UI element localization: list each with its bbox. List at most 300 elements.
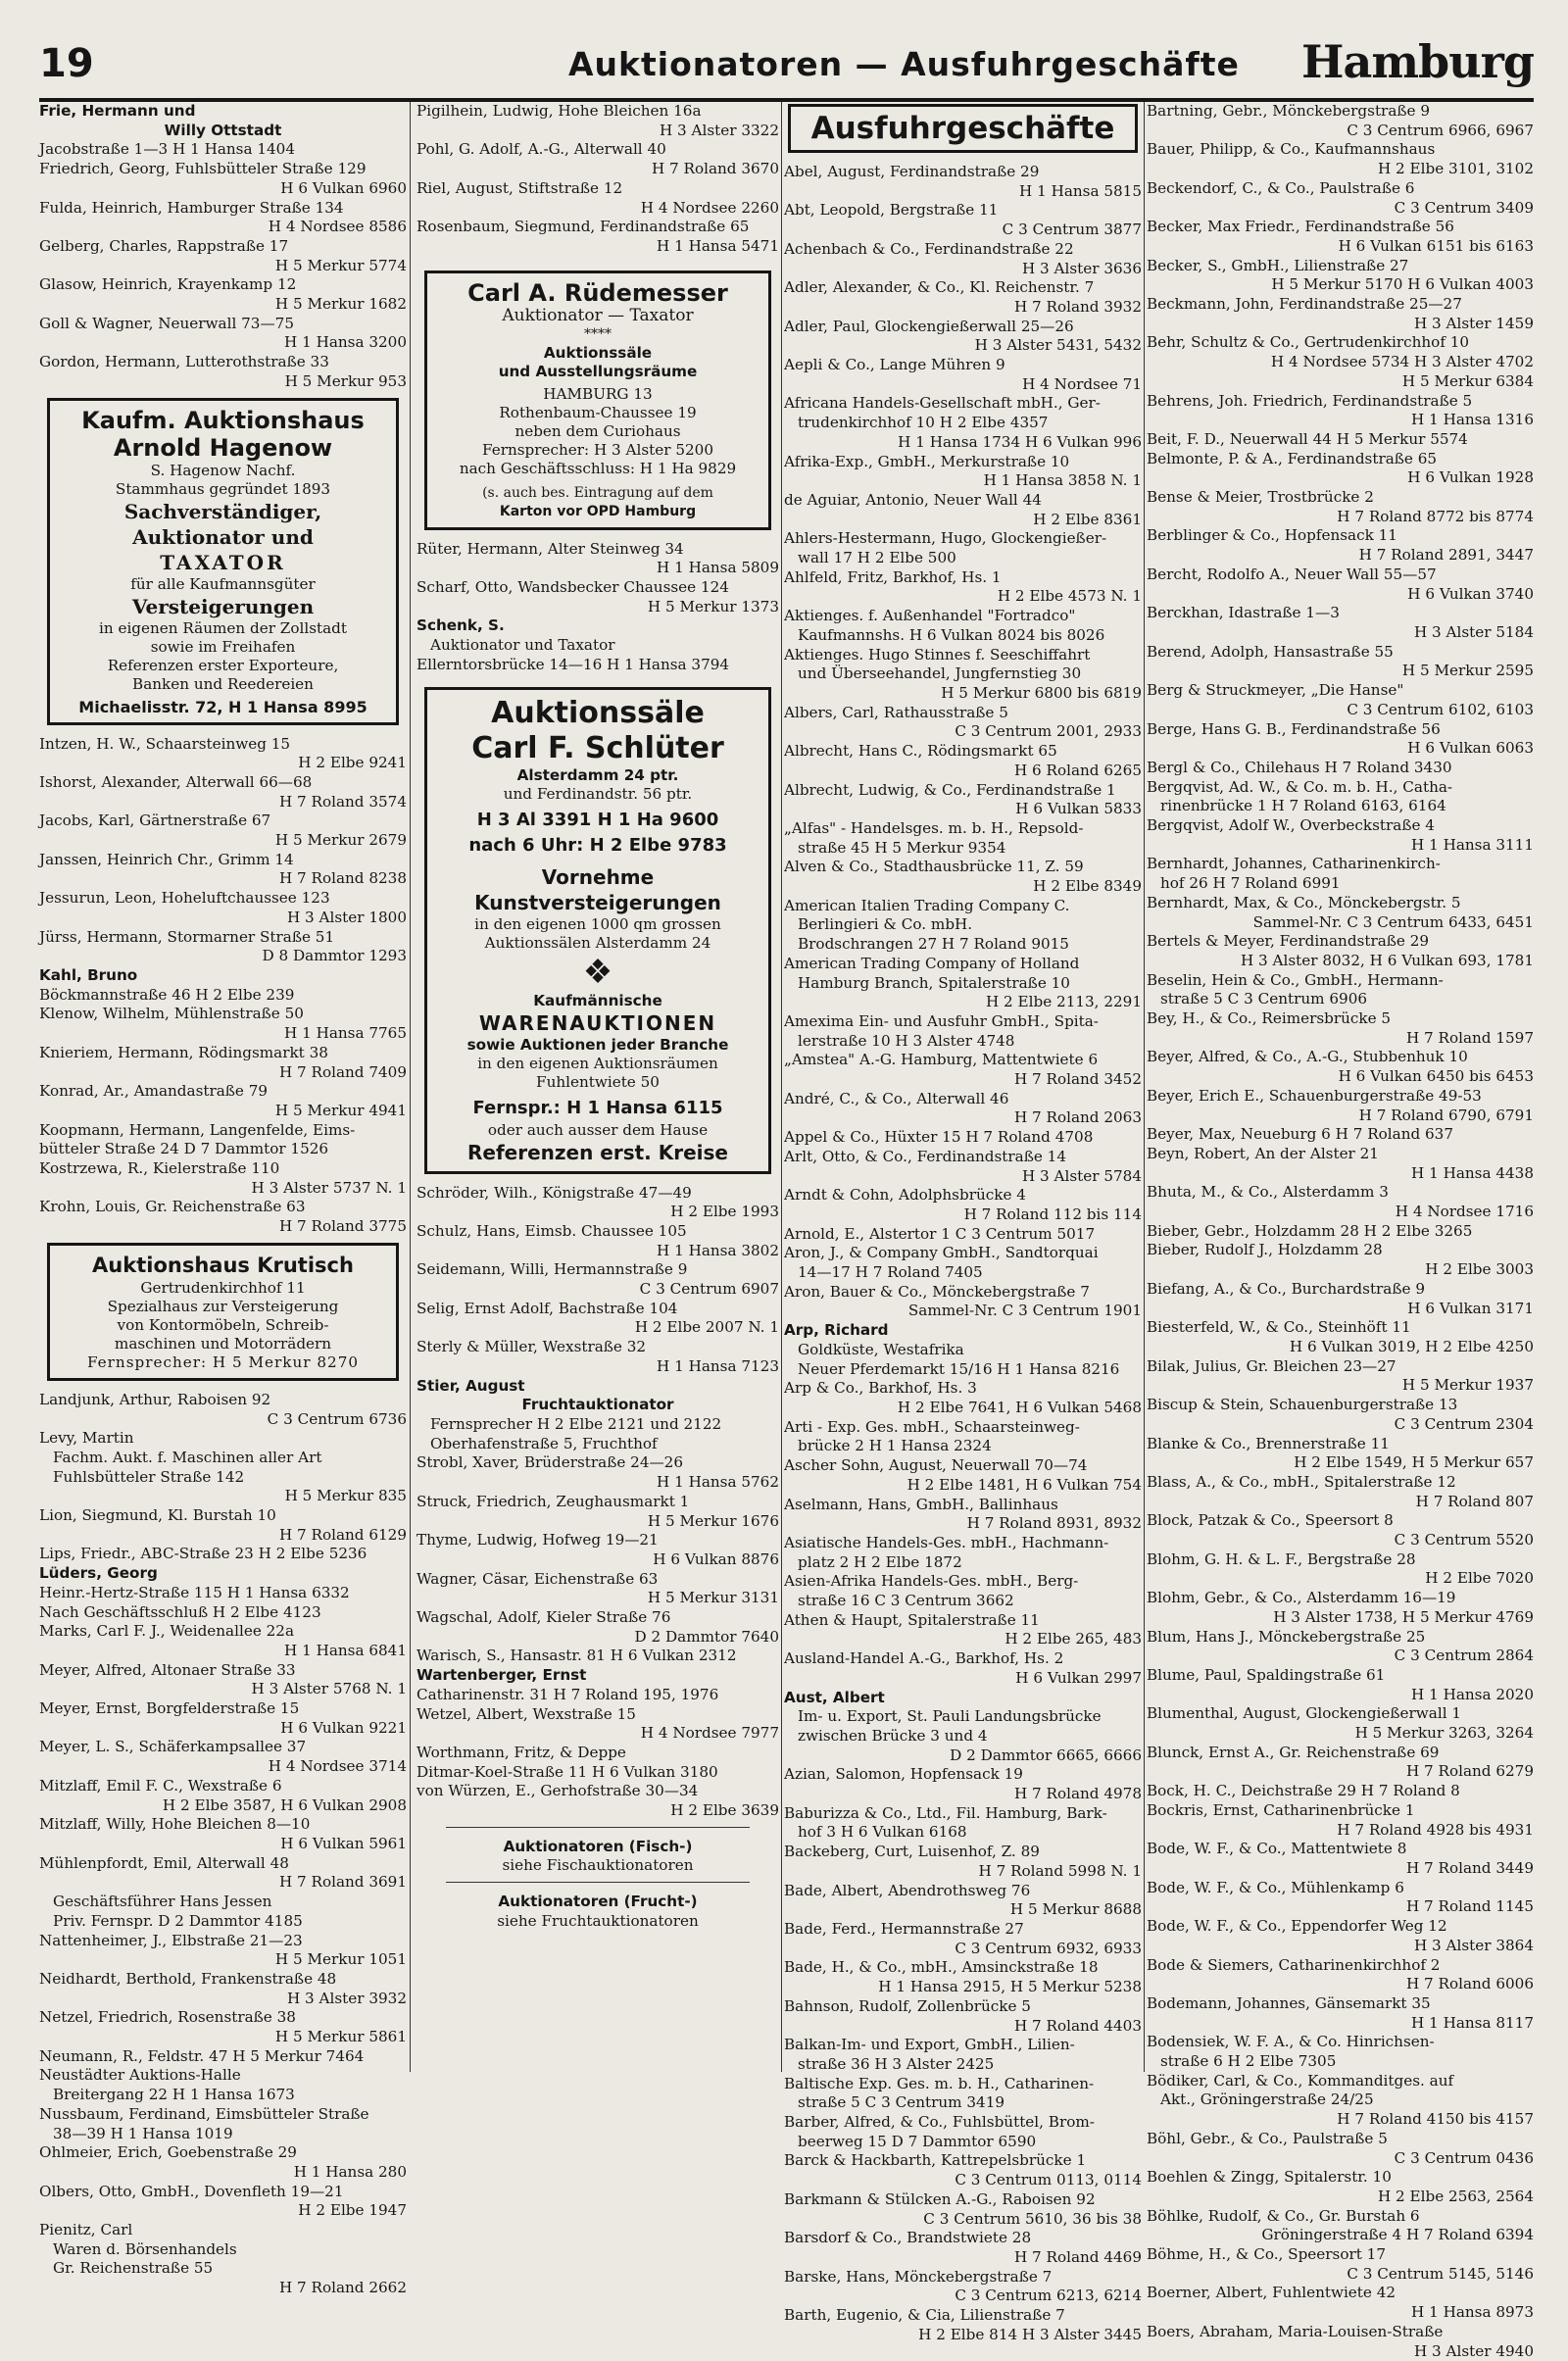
entry-line: Ahlers-Hestermann, Hugo, Glockengießer- bbox=[784, 529, 1107, 548]
entry-line: Intzen, H. W., Schaarsteinweg 15 bbox=[39, 734, 291, 753]
entry-line: Barck & Hackbarth, Kattrepelsbrücke 1 bbox=[784, 2151, 1087, 2170]
ad-text: Spezialhaus zur Versteigerung bbox=[107, 1297, 339, 1315]
entry-line: Kahl, Bruno bbox=[39, 965, 138, 984]
entry-line: H 2 Elbe 265, 483 bbox=[1004, 1630, 1142, 1648]
entry-line: straße 45 H 5 Merkur 9354 bbox=[798, 838, 1006, 857]
list-item bbox=[1147, 894, 1534, 932]
entry-line: H 1 Hansa 7765 bbox=[284, 1024, 407, 1043]
list-item bbox=[784, 2229, 1142, 2267]
entry-line: H 5 Merkur 6800 bis 6819 bbox=[941, 683, 1142, 702]
entry-line: Becker, Max Friedr., Ferdinandstraße 56 bbox=[1147, 218, 1454, 236]
entry-line: Meyer, L. S., Schäferkampsallee 37 bbox=[39, 1738, 307, 1756]
ad-text: Kaufmännische bbox=[533, 991, 662, 1009]
list-item bbox=[1147, 526, 1534, 565]
list-item bbox=[39, 102, 407, 199]
entry-line: Blohm, Gebr., & Co., Alsterdamm 16—19 bbox=[1147, 1589, 1456, 1607]
list-item bbox=[416, 140, 779, 178]
entry-line: H 3 Alster 4940 bbox=[1413, 2341, 1534, 2360]
list-item bbox=[416, 1570, 779, 1608]
ad-text: sowie im Freihafen bbox=[150, 637, 296, 656]
entry-line: Pienitz, Carl bbox=[39, 2221, 133, 2239]
list-item bbox=[39, 1545, 407, 1564]
entry-line: Bertels & Meyer, Ferdinandstraße 29 bbox=[1147, 932, 1430, 951]
entry-line: Blohm, G. H. & L. F., Bergstraße 28 bbox=[1147, 1549, 1416, 1568]
entry-line: Bhuta, M., & Co., Alsterdamm 3 bbox=[1147, 1183, 1389, 1202]
entry-line: H 3 Alster 3932 bbox=[286, 1989, 407, 2007]
ad-text: nach Geschäftsschluss: H 1 Ha 9829 bbox=[459, 459, 737, 477]
entry-line: H 2 Elbe 1993 bbox=[670, 1203, 779, 1221]
list-item bbox=[784, 201, 1142, 239]
entry-line: Ohlmeier, Erich, Goebenstraße 29 bbox=[39, 2143, 297, 2162]
list-item bbox=[1147, 2033, 1534, 2071]
entry-line: Frie, Hermann und bbox=[39, 102, 196, 120]
entry-line: H 7 Roland 8931, 8932 bbox=[966, 1514, 1142, 1533]
list-item bbox=[39, 1564, 407, 1622]
entry-line: Neuer Pferdemarkt 15/16 H 1 Hansa 8216 bbox=[798, 1359, 1120, 1378]
entry-line: Behr, Schultz & Co., Gertrudenkirchhof 10 bbox=[1147, 333, 1470, 352]
entry-line: H 6 Vulkan 6151 bis 6163 bbox=[1338, 236, 1534, 255]
list-item bbox=[1147, 1782, 1534, 1801]
list-item bbox=[39, 2008, 407, 2046]
entry-line: H 7 Roland 4403 bbox=[1013, 2016, 1142, 2035]
entry-line: straße 5 C 3 Centrum 6906 bbox=[1160, 990, 1368, 1008]
list-item bbox=[39, 966, 407, 1005]
list-item bbox=[784, 858, 1142, 896]
ref-title: Auktionatoren (Fisch-) bbox=[503, 1837, 693, 1855]
entry-line: Bercht, Rodolfo A., Neuer Wall 55—57 bbox=[1147, 565, 1437, 583]
entry-line: H 7 Roland 3775 bbox=[278, 1217, 407, 1236]
entry-line: H 7 Roland 3691 bbox=[278, 1873, 407, 1892]
entry-line: H 7 Roland 4928 bis 4931 bbox=[1337, 1820, 1534, 1839]
ad-text: Rothenbaum-Chaussee 19 bbox=[499, 403, 697, 421]
ref-text: siehe Fruchtauktionatoren bbox=[497, 1911, 699, 1930]
entry-line: H 6 Vulkan 6960 bbox=[280, 178, 407, 197]
list-item bbox=[39, 1622, 407, 1660]
list-item bbox=[784, 2268, 1142, 2306]
entry-line: Olbers, Otto, GmbH., Dovenfleth 19—21 bbox=[39, 2182, 344, 2200]
entry-line: beerweg 15 D 7 Dammtor 6590 bbox=[798, 2132, 1037, 2150]
list-item bbox=[784, 2190, 1142, 2229]
entry-line: H 5 Merkur 5774 bbox=[274, 256, 407, 274]
entry-line: H 6 Vulkan 8876 bbox=[653, 1549, 779, 1568]
list-item bbox=[1147, 1241, 1534, 1279]
entry-list bbox=[39, 735, 407, 1237]
entry-line: H 1 Hansa 4438 bbox=[1411, 1163, 1534, 1182]
list-item bbox=[784, 568, 1142, 607]
entry-line: H 1 Hansa 1734 H 6 Vulkan 996 bbox=[898, 432, 1142, 451]
entry-line: Arp, Richard bbox=[784, 1321, 889, 1340]
entry-list bbox=[39, 1391, 407, 2298]
entry-line: H 2 Elbe 2007 N. 1 bbox=[634, 1318, 779, 1337]
entry-line: straße 36 H 3 Alster 2425 bbox=[798, 2054, 995, 2073]
ad-emph: und Ausstellungsräume bbox=[498, 362, 698, 380]
ad-title: Carl A. Rüdemesser bbox=[467, 278, 728, 307]
entry-line: C 3 Centrum 2001, 2933 bbox=[955, 722, 1142, 741]
list-item bbox=[416, 1260, 779, 1299]
entry-line: Behrens, Joh. Friedrich, Ferdinandstraße 5 bbox=[1147, 391, 1473, 410]
entry-line: Berge, Hans G. B., Ferdinandstraße 56 bbox=[1147, 719, 1441, 738]
entry-line: Hamburg Branch, Spitalerstraße 10 bbox=[798, 973, 1070, 992]
entry-line: H 1 Hansa 3802 bbox=[657, 1241, 779, 1259]
entry-line: D 8 Dammtor 1293 bbox=[262, 947, 407, 965]
entry-line: H 5 Merkur 1051 bbox=[274, 1950, 407, 1969]
entry-line: zwischen Brücke 3 und 4 bbox=[798, 1726, 988, 1745]
entry-line: H 3 Alster 1738, H 5 Merkur 4769 bbox=[1273, 1607, 1534, 1626]
entry-line: Wagner, Cäsar, Eichenstraße 63 bbox=[416, 1569, 659, 1588]
list-item bbox=[416, 540, 779, 578]
entry-line: Fachm. Aukt. f. Maschinen aller Art bbox=[53, 1448, 322, 1466]
list-item bbox=[1147, 855, 1534, 893]
entry-line: H 1 Hansa 5815 bbox=[1019, 181, 1142, 200]
list-item bbox=[1147, 1145, 1534, 1183]
entry-line: H 7 Roland 6006 bbox=[1405, 1975, 1534, 1993]
list-item bbox=[416, 1493, 779, 1531]
entry-line: Ishorst, Alexander, Alterwall 66—68 bbox=[39, 772, 313, 791]
entry-line: C 3 Centrum 2304 bbox=[1394, 1414, 1534, 1433]
entry-line: Azian, Salomon, Hopfensack 19 bbox=[784, 1765, 1023, 1784]
list-item bbox=[416, 1608, 779, 1647]
list-item bbox=[784, 1148, 1142, 1186]
entry-line: Lips, Friedr., ABC-Straße 23 H 2 Elbe 5236 bbox=[39, 1545, 368, 1563]
entry-line: H 3 Alster 5431, 5432 bbox=[974, 336, 1142, 355]
entry-line: H 5 Merkur 2679 bbox=[274, 831, 407, 850]
entry-line: H 6 Vulkan 2997 bbox=[1015, 1668, 1142, 1687]
list-item bbox=[784, 1012, 1142, 1051]
ad-emph: Auktionator und bbox=[132, 524, 314, 549]
page-title: Auktionatoren — Ausfuhrgeschäfte bbox=[568, 45, 1240, 83]
entry-line: Strobl, Xaver, Brüderstraße 24—26 bbox=[416, 1453, 684, 1472]
entry-line: Aktienges. Hugo Stinnes f. Seeschiffahrt bbox=[784, 645, 1091, 664]
list-item bbox=[1147, 257, 1534, 295]
list-item bbox=[1147, 102, 1534, 140]
entry-line: Berlingieri & Co. mbH. bbox=[798, 915, 973, 934]
entry-line: Baburizza & Co., Ltd., Fil. Hamburg, Bark- bbox=[784, 1803, 1107, 1822]
entry-line: Nussbaum, Ferdinand, Eimsbütteler Straße bbox=[39, 2104, 369, 2123]
list-item bbox=[39, 1044, 407, 1082]
entry-line: Beyn, Robert, An der Alster 21 bbox=[1147, 1144, 1379, 1162]
entry-line: C 3 Centrum 5610, 36 bis 38 bbox=[923, 2209, 1142, 2228]
entry-line: Bode, W. F., & Co., Eppendorfer Weg 12 bbox=[1147, 1917, 1447, 1936]
entry-line: H 3 Alster 3864 bbox=[1413, 1936, 1534, 1954]
list-item bbox=[39, 1159, 407, 1198]
entry-line: C 3 Centrum 6907 bbox=[639, 1280, 779, 1299]
list-item bbox=[1147, 1917, 1534, 1955]
list-item bbox=[1147, 1357, 1534, 1396]
ad-text: Fernsprecher: H 3 Alster 5200 bbox=[482, 440, 713, 459]
entry-line: Goll & Wagner, Neuerwall 73—75 bbox=[39, 314, 294, 332]
entry-line: Ascher Sohn, August, Neuerwall 70—74 bbox=[784, 1456, 1088, 1475]
entry-line: hof 3 H 6 Vulkan 6168 bbox=[798, 1823, 967, 1842]
entry-line: Berend, Adolph, Hansastraße 55 bbox=[1147, 642, 1394, 661]
entry-line: H 6 Vulkan 3019, H 2 Elbe 4250 bbox=[1289, 1338, 1534, 1355]
ad-box-schlueter bbox=[424, 687, 771, 1174]
ad-text: Fuhlentwiete 50 bbox=[536, 1072, 660, 1091]
entry-line: H 7 Roland 3452 bbox=[1013, 1070, 1142, 1089]
entry-line: Klenow, Wilhelm, Mühlenstraße 50 bbox=[39, 1005, 304, 1023]
list-item bbox=[784, 742, 1142, 780]
entry-line: H 1 Hansa 3200 bbox=[284, 333, 407, 352]
list-item bbox=[784, 1283, 1142, 1321]
list-item bbox=[1147, 392, 1534, 430]
entry-line: H 2 Elbe 1549, H 5 Merkur 657 bbox=[1294, 1453, 1534, 1472]
entry-line: Arti - Exp. Ges. mbH., Schaarsteinweg- bbox=[784, 1417, 1080, 1436]
list-item bbox=[784, 2036, 1142, 2074]
ad-phone: Fernspr.: H 1 Hansa 6115 bbox=[472, 1097, 723, 1118]
list-item bbox=[784, 240, 1142, 278]
entry-line: Wagschal, Adolf, Kieler Straße 76 bbox=[416, 1608, 671, 1627]
list-item bbox=[39, 1970, 407, 2008]
list-item bbox=[416, 578, 779, 616]
column-rule bbox=[410, 102, 411, 2072]
entry-line: H 4 Nordsee 71 bbox=[1022, 374, 1142, 393]
list-item bbox=[39, 1121, 407, 1159]
divider bbox=[446, 1882, 750, 1883]
list-item bbox=[1147, 720, 1534, 759]
list-item bbox=[39, 773, 407, 812]
entry-line: C 3 Centrum 5520 bbox=[1394, 1531, 1534, 1549]
entry-line: H 7 Roland 3670 bbox=[651, 160, 779, 178]
entry-line: H 2 Elbe 7020 bbox=[1425, 1569, 1534, 1588]
list-item bbox=[39, 1815, 407, 1853]
entry-line: Barber, Alfred, & Co., Fuhlsbüttel, Brom- bbox=[784, 2113, 1095, 2132]
ad-text: oder auch ausser dem Hause bbox=[487, 1120, 709, 1139]
list-item bbox=[416, 1744, 779, 1782]
list-item bbox=[416, 616, 779, 674]
list-item bbox=[784, 955, 1142, 1012]
list-item bbox=[784, 356, 1142, 394]
entry-line: Selig, Ernst Adolf, Bachstraße 104 bbox=[416, 1299, 678, 1317]
entry-line: H 7 Roland 1145 bbox=[1405, 1897, 1534, 1916]
entry-line: Appel & Co., Hüxter 15 H 7 Roland 4708 bbox=[784, 1128, 1094, 1147]
list-item bbox=[39, 1198, 407, 1236]
entry-line: H 6 Vulkan 5961 bbox=[280, 1835, 407, 1852]
entry-line: Boers, Abraham, Maria-Louisen-Straße bbox=[1147, 2322, 1444, 2340]
list-item bbox=[784, 1379, 1142, 1417]
entry-line: Seidemann, Willi, Hermannstraße 9 bbox=[416, 1260, 688, 1279]
ad-box-ruedemesser bbox=[424, 271, 771, 530]
entry-line: Bergqvist, Ad. W., & Co. m. b. H., Catha- bbox=[1147, 777, 1453, 796]
entry-line: Abel, August, Ferdinandstraße 29 bbox=[784, 163, 1040, 180]
ad-emph: Vornehme bbox=[541, 864, 655, 889]
ad-text: Alsterdamm 24 ptr. bbox=[516, 765, 679, 784]
entry-line: Bauer, Philipp, & Co., Kaufmannshaus bbox=[1147, 140, 1436, 159]
list-item bbox=[1147, 1222, 1534, 1242]
entry-line: H 7 Roland 4978 bbox=[1013, 1785, 1142, 1803]
entry-line: bütteler Straße 24 D 7 Dammtor 1526 bbox=[39, 1140, 329, 1158]
entry-line: Friedrich, Georg, Fuhlsbütteler Straße 129 bbox=[39, 160, 367, 178]
entry-list bbox=[39, 102, 407, 392]
list-item bbox=[784, 1611, 1142, 1649]
cross-reference bbox=[416, 1893, 779, 1931]
list-item bbox=[39, 1699, 407, 1738]
entry-line: Jürss, Hermann, Stormarner Straße 51 bbox=[39, 927, 335, 946]
entry-line: H 1 Hansa 7123 bbox=[657, 1356, 779, 1375]
entry-line: Alven & Co., Stadthausbrücke 11, Z. 59 bbox=[784, 858, 1084, 876]
list-item bbox=[784, 1649, 1142, 1688]
ad-text: Auktionssälen Alsterdamm 24 bbox=[484, 933, 711, 952]
entry-line: C 3 Centrum 6966, 6967 bbox=[1347, 121, 1534, 139]
entry-line: H 2 Elbe 1947 bbox=[298, 2201, 407, 2220]
ref-title: Auktionatoren (Frucht-) bbox=[498, 1893, 698, 1911]
list-item bbox=[784, 1843, 1142, 1881]
entry-line: Lion, Siegmund, Kl. Burstah 10 bbox=[39, 1506, 276, 1525]
entry-line: H 6 Vulkan 1928 bbox=[1407, 468, 1534, 487]
list-item bbox=[784, 646, 1142, 704]
entry-line: Arndt & Cohn, Adolphsbrücke 4 bbox=[784, 1186, 1026, 1205]
entry-line: C 3 Centrum 3877 bbox=[1002, 221, 1142, 239]
entry-line: H 1 Hansa 3858 N. 1 bbox=[983, 471, 1142, 490]
entry-line: Biefang, A., & Co., Burchardstraße 9 bbox=[1147, 1279, 1425, 1298]
entry-line: Gr. Reichenstraße 55 bbox=[53, 2259, 214, 2278]
list-item bbox=[416, 1338, 779, 1376]
list-item bbox=[39, 275, 407, 314]
list-item bbox=[416, 1184, 779, 1222]
entry-line: Bergqvist, Adolf W., Overbeckstraße 4 bbox=[1147, 816, 1435, 835]
entry-line: H 2 Elbe 2113, 2291 bbox=[985, 993, 1142, 1011]
list-item bbox=[784, 1186, 1142, 1224]
list-item bbox=[416, 179, 779, 218]
entry-line: Sterly & Müller, Wexstraße 32 bbox=[416, 1338, 647, 1356]
entry-line: H 3 Alster 1459 bbox=[1413, 314, 1534, 332]
entry-line: Becker, S., GmbH., Lilienstraße 27 bbox=[1147, 256, 1409, 274]
entry-line: Auktionator und Taxator bbox=[430, 636, 615, 655]
entry-line: Bieber, Gebr., Holzdamm 28 H 2 Elbe 3265 bbox=[1147, 1221, 1473, 1240]
list-item bbox=[1147, 2245, 1534, 2284]
entry-line: C 3 Centrum 6102, 6103 bbox=[1347, 700, 1534, 718]
entry-line: H 5 Merkur 953 bbox=[284, 371, 407, 390]
entry-line: American Italien Trading Company C. bbox=[784, 896, 1070, 914]
list-item bbox=[39, 1391, 407, 1429]
entry-line: Priv. Fernspr. D 2 Dammtor 4185 bbox=[53, 1911, 303, 1930]
entry-line: American Trading Company of Holland bbox=[784, 954, 1080, 972]
entry-line: H 3 Alster 1800 bbox=[286, 908, 407, 926]
entry-line: Akt., Gröningerstraße 24/25 bbox=[1160, 2090, 1374, 2109]
entry-line: Janssen, Heinrich Chr., Grimm 14 bbox=[39, 850, 294, 868]
list-item bbox=[784, 1572, 1142, 1610]
entry-line: Arnold, E., Alstertor 1 C 3 Centrum 5017 bbox=[784, 1224, 1096, 1243]
ad-title: Carl F. Schlüter bbox=[471, 730, 724, 765]
entry-line: H 5 Merkur 1937 bbox=[1401, 1376, 1534, 1395]
entry-line: H 5 Merkur 4941 bbox=[274, 1101, 407, 1119]
entry-line: Bieber, Rudolf J., Holzdamm 28 bbox=[1147, 1241, 1383, 1259]
entry-line: H 1 Hansa 8117 bbox=[1411, 2013, 1534, 2032]
entry-line: H 7 Roland 4469 bbox=[1013, 2247, 1142, 2266]
list-item bbox=[1147, 643, 1534, 681]
ad-phone: nach 6 Uhr: H 2 Elbe 9783 bbox=[468, 834, 727, 856]
entry-line: Nattenheimer, J., Elbstraße 21—23 bbox=[39, 1931, 303, 1949]
entry-line: Arp & Co., Barkhof, Hs. 3 bbox=[784, 1379, 977, 1398]
ad-emph: Sachverständiger, bbox=[123, 499, 322, 523]
list-item bbox=[416, 1222, 779, 1260]
entry-line: H 5 Merkur 1676 bbox=[647, 1511, 779, 1530]
entry-line: H 5 Merkur 1373 bbox=[647, 597, 779, 615]
entry-line: Gelberg, Charles, Rappstraße 17 bbox=[39, 236, 289, 255]
ad-text: für alle Kaufmannsgüter bbox=[130, 574, 316, 593]
entry-line: Worthmann, Fritz, & Deppe bbox=[416, 1743, 626, 1761]
entry-line: Böhl, Gebr., & Co., Paulstraße 5 bbox=[1147, 2129, 1388, 2147]
entry-line: Beckendorf, C., & Co., Paulstraße 6 bbox=[1147, 178, 1415, 197]
list-item bbox=[39, 1506, 407, 1545]
ad-box-krutisch bbox=[47, 1243, 399, 1381]
entry-line: H 5 Merkur 2595 bbox=[1401, 662, 1534, 680]
entry-line: Fernsprecher H 2 Elbe 2121 und 2122 bbox=[430, 1414, 722, 1433]
entry-line: H 2 Elbe 3587, H 6 Vulkan 2908 bbox=[162, 1795, 407, 1814]
entry-line: Bock, H. C., Deichstraße 29 H 7 Roland 8 bbox=[1147, 1782, 1460, 1800]
entry-line: Baltische Exp. Ges. m. b. H., Catharinen- bbox=[784, 2074, 1095, 2092]
entry-line: Böhme, H., & Co., Speersort 17 bbox=[1147, 2245, 1387, 2264]
entry-line: Meyer, Alfred, Altonaer Straße 33 bbox=[39, 1660, 296, 1679]
list-item bbox=[1147, 1994, 1534, 2033]
list-item bbox=[39, 2066, 407, 2104]
ad-text: in den eigenen 1000 qm grossen bbox=[474, 914, 721, 933]
entry-line: Bernhardt, Max, & Co., Mönckebergstr. 5 bbox=[1147, 893, 1461, 911]
entry-line: H 6 Vulkan 6450 bis 6453 bbox=[1338, 1067, 1534, 1086]
entry-line: Jacobs, Karl, Gärtnerstraße 67 bbox=[39, 812, 271, 830]
ad-text: Banken und Reedereien bbox=[132, 674, 314, 693]
list-item bbox=[39, 851, 407, 889]
entry-line: Beit, F. D., Neuerwall 44 H 5 Merkur 5574 bbox=[1147, 429, 1468, 448]
ad-emph: Auktionssäle bbox=[543, 343, 653, 362]
city-name: Hamburg bbox=[1301, 35, 1534, 88]
list-item bbox=[39, 2143, 407, 2182]
entry-line: Bodemann, Johannes, Gänsemarkt 35 bbox=[1147, 1993, 1431, 2012]
ad-text: in den eigenen Auktionsräumen bbox=[477, 1054, 718, 1072]
entry-line: Kaufmannshs. H 6 Vulkan 8024 bis 8026 bbox=[798, 625, 1105, 644]
entry-line: H 6 Vulkan 6063 bbox=[1407, 739, 1534, 758]
entry-line: Barth, Eugenio, & Cia, Lilienstraße 7 bbox=[784, 2306, 1065, 2325]
list-item bbox=[39, 1854, 407, 1932]
list-item bbox=[1147, 218, 1534, 256]
entry-line: Bodensiek, W. F. A., & Co. Hinrichsen- bbox=[1147, 2033, 1435, 2051]
entry-line: Beselin, Hein & Co., GmbH., Hermann- bbox=[1147, 970, 1444, 989]
entry-line: Knieriem, Hermann, Rödingsmarkt 38 bbox=[39, 1043, 328, 1061]
list-item bbox=[784, 529, 1142, 567]
entry-line: H 4 Nordsee 5734 H 3 Alster 4702 bbox=[1270, 353, 1534, 371]
entry-line: Bode, W. F., & Co., Mattentwiete 8 bbox=[1147, 1840, 1407, 1858]
ad-text: neben dem Curiohaus bbox=[514, 421, 681, 440]
entry-line: Geschäftsführer Hans Jessen bbox=[53, 1893, 272, 1911]
entry-line: Warisch, S., Hansastr. 81 H 6 Vulkan 2312 bbox=[416, 1647, 737, 1665]
entry-line: Neustädter Auktions-Halle bbox=[39, 2066, 241, 2085]
entry-line: Bade, Ferd., Hermannstraße 27 bbox=[784, 1919, 1024, 1938]
column-rule bbox=[781, 102, 782, 2072]
entry-line: H 6 Vulkan 3171 bbox=[1407, 1299, 1534, 1317]
list-item bbox=[39, 812, 407, 850]
list-item bbox=[784, 1244, 1142, 1282]
entry-line: Athen & Haupt, Spitalerstraße 11 bbox=[784, 1610, 1040, 1629]
ad-emph: Kunstversteigerungen bbox=[474, 890, 721, 914]
ad-note: (s. auch bes. Eintragung auf dem bbox=[482, 484, 713, 501]
entry-line: H 2 Elbe 8349 bbox=[1033, 877, 1142, 896]
entry-line: Scharf, Otto, Wandsbecker Chaussee 124 bbox=[416, 578, 729, 597]
entry-line: H 1 Hansa 5809 bbox=[657, 559, 779, 577]
list-item bbox=[784, 704, 1142, 742]
entry-line: C 3 Centrum 5145, 5146 bbox=[1347, 2264, 1534, 2283]
list-item bbox=[1147, 1087, 1534, 1125]
ad-text: Gertrudenkirchhof 11 bbox=[140, 1278, 306, 1297]
ref-text: siehe Fischauktionatoren bbox=[502, 1856, 694, 1875]
list-item bbox=[1147, 778, 1534, 816]
entry-line: H 7 Roland 6129 bbox=[278, 1525, 407, 1544]
entry-line: Gordon, Hermann, Lutterothstraße 33 bbox=[39, 353, 329, 371]
entry-line: H 7 Roland 7409 bbox=[278, 1062, 407, 1081]
list-item bbox=[784, 394, 1142, 452]
list-item bbox=[39, 2221, 407, 2298]
entry-line: Barske, Hans, Mönckebergstraße 7 bbox=[784, 2267, 1053, 2286]
entry-line: Blanke & Co., Brennerstraße 11 bbox=[1147, 1434, 1390, 1452]
entry-line: Belmonte, P. & A., Ferdinandstraße 65 bbox=[1147, 449, 1438, 467]
entry-line: brücke 2 H 1 Hansa 2324 bbox=[798, 1437, 992, 1455]
